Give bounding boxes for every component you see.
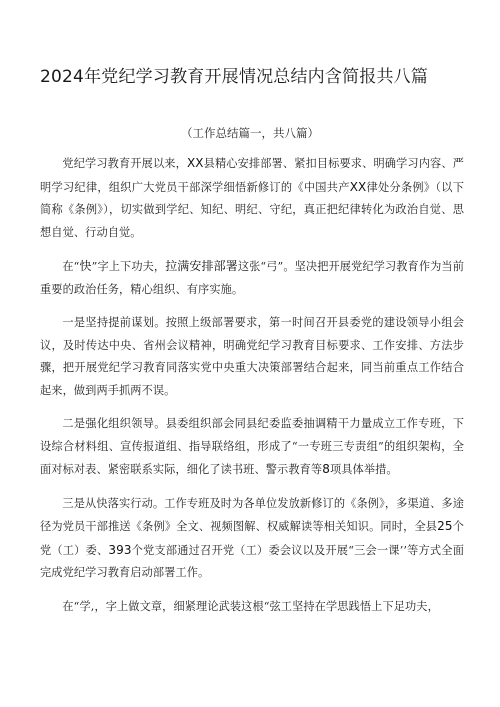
paragraph-next-section	[40, 596, 464, 619]
text-run: 县精心安排部署、紧扣目标要求、明确学习内容、严明学习纪律，组织广大党员干部深学细悟新修订的《中国共产	[40, 157, 464, 194]
text-run: 三是从快落实行动。工作专班及时为各单位发放新修订的《条例》，多渠道、多途径为党员干部推送《条例》全文、视频图解、权威解读等相关知识。同时，全县	[40, 496, 464, 533]
text-run: 项具体举措。	[329, 463, 398, 476]
paragraph-section-heading	[40, 255, 464, 301]
paragraph-point-one	[40, 312, 464, 402]
document-subtitle: （工作总结篇一，共八篇）	[181, 126, 319, 140]
text-run: 二是强化组织领导。县委组织部会同县纪委监委抽调精干力量成立工作专班，下设综合材料组、宣传报道组、指导联络组，形成了“一专班三专责组”的组织架构，全面对标对表、紧密联系实际，细化了读书班、警示教育等	[40, 417, 464, 476]
text-run: 一是坚持提前谋划。按照上级部署要求，第一时间召开县委党的建设领导小组会议，及时传达中央、省州会议精神，明确党纪学习教育目标要求、工作安排、方法步骤，把开展党纪学习教育同落实党中央重大决策部署结合起来，同当前重点工作结合起来，做到两手抓两不误。	[40, 316, 464, 397]
text-run: 律处分条例》（以下简称《条例》），切实做到学纪、知纪、明纪、守纪，真正把纪律转化为政治自觉、思想自觉、行动自觉。	[40, 180, 464, 239]
text-run-emphasis: 25	[437, 519, 453, 533]
paragraph-point-three	[40, 493, 464, 585]
paragraph-point-two	[40, 413, 464, 482]
text-run: 这张“弓”。坚决把开展党纪学习教育作为当前重要的政治任务，精心组织、有序实施。	[40, 260, 464, 296]
text-run-emphasis: 快	[79, 259, 92, 273]
document-body	[40, 152, 464, 629]
text-run-emphasis: 8	[322, 462, 330, 476]
text-run-emphasis: XX	[186, 156, 204, 170]
paragraph-intro	[40, 152, 464, 244]
text-run: 个党支部通过召开党（工）委会议以及开展“三会一课’’等方式全面完成党纪学习教育启动部署工作。	[40, 543, 464, 579]
text-run: 在“学,，字上做文章，细紧理论武装这根“弦工坚持在学思践悟上下足功夫，	[62, 599, 439, 613]
text-run: 个党（工）委、	[40, 520, 464, 557]
text-run: 在“	[62, 260, 80, 273]
text-run-emphasis: 393	[108, 542, 132, 557]
text-run: 党纪学习教育开展以来，	[62, 157, 187, 170]
text-run: ”字上下功夫，	[91, 260, 166, 273]
text-run-emphasis: 拉满安排部署	[165, 259, 238, 273]
document-title: 2024年党纪学习教育开展情况总结内含简报共八篇	[40, 67, 429, 87]
text-run-emphasis: XX	[349, 179, 367, 194]
